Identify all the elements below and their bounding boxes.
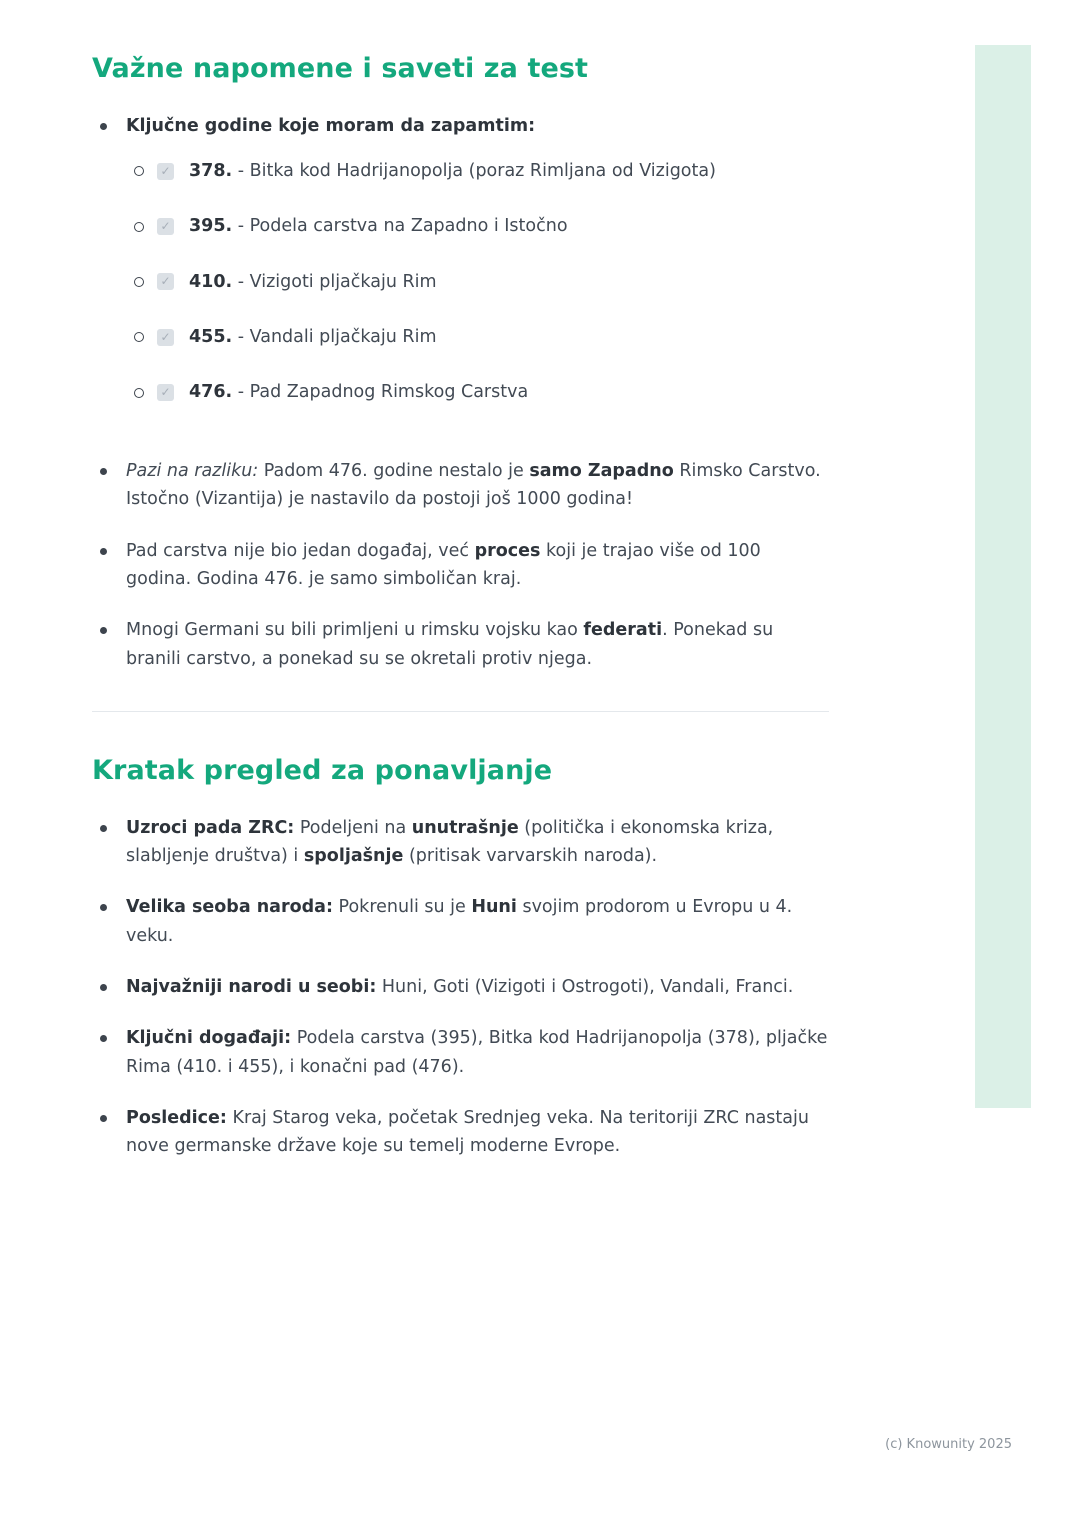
text-segment: . Ponekad su branili carstvo, a ponekad su se okretali protiv njega. — [126, 620, 774, 669]
text-segment: Ključne godine koje moram da zapamtim: — [126, 115, 536, 136]
notes-list — [92, 112, 829, 673]
circle-bullet-icon — [134, 388, 144, 398]
checklist-item-text — [189, 212, 568, 240]
list-item — [100, 1024, 829, 1081]
list-item — [100, 616, 829, 673]
checklist-item — [134, 157, 829, 185]
list-item-text — [126, 893, 829, 950]
section-title-notes: Važne napomene i saveti za test — [92, 53, 589, 84]
list-item — [100, 1104, 829, 1161]
checklist-description: - Vandali pljačkaju Rim — [232, 327, 437, 348]
text-segment: Mnogi Germani su bili primljeni u rimsku vojsku kao — [126, 620, 584, 641]
text-segment: Rimsko Carstvo. Istočno (Vizantija) je nastavilo da postoji još 1000 godina! — [126, 460, 821, 510]
checklist-description: - Bitka kod Hadrijanopolja (poraz Rimljana od Vizigota) — [232, 161, 716, 182]
text-segment: Podela carstva (395), Bitka kod Hadrijanopolja (378), pljačke Rima (410. i 455), i konačni pad (476). — [126, 1028, 828, 1077]
text-segment: Velika seoba naroda: — [126, 897, 333, 918]
text-segment: Podeljeni na — [294, 817, 412, 838]
checkbox-checked-icon[interactable]: ✓ — [157, 329, 174, 346]
checklist-item-text — [189, 378, 528, 406]
text-segment: svojim prodorom u Evropu u 4. veku. — [126, 897, 793, 946]
list-item — [100, 814, 829, 871]
text-segment: Padom 476. godine nestalo je — [258, 460, 530, 481]
circle-bullet-icon — [134, 277, 144, 287]
checkbox-checked-icon[interactable]: ✓ — [157, 384, 174, 401]
list-item — [100, 893, 829, 950]
bullet-icon — [100, 904, 107, 911]
checklist-item — [134, 212, 829, 240]
list-item — [100, 973, 829, 1001]
text-segment: Kraj Starog veka, početak Srednjeg veka. Na teritoriji ZRC nastaju nove germanske države koje su temelj moderne Evrope. — [126, 1108, 809, 1157]
checklist-description: - Podela carstva na Zapadno i Istočno — [232, 216, 568, 237]
section-title-review: Kratak pregled za ponavljanje — [92, 754, 553, 786]
bullet-icon — [100, 548, 107, 555]
text-segment: Uzroci pada ZRC: — [126, 817, 295, 838]
list-item-text — [126, 616, 829, 673]
list-item-text — [126, 973, 829, 1001]
text-segment: federati — [583, 620, 663, 641]
text-segment: unutrašnje — [411, 817, 519, 838]
bullet-icon — [100, 627, 107, 634]
text-segment: samo Zapadno — [529, 460, 674, 481]
checklist-item — [134, 268, 829, 296]
text-segment: koji je trajao više od 100 godina. Godina 476. je samo simboličan kraj. — [126, 540, 761, 589]
checklist-year: 455. — [189, 327, 233, 348]
checkbox-checked-icon[interactable]: ✓ — [157, 163, 174, 180]
list-item-text — [126, 457, 829, 514]
checklist-item — [134, 323, 829, 351]
list-item-text — [126, 1024, 829, 1081]
circle-bullet-icon — [134, 332, 144, 342]
list-item-text — [126, 814, 829, 871]
text-segment: Pokrenuli su je — [332, 897, 472, 918]
text-segment: spoljašnje — [303, 845, 404, 866]
section-divider — [92, 711, 829, 712]
list-item — [100, 537, 829, 594]
checklist-year: 410. — [189, 271, 233, 292]
list-item-text — [126, 112, 829, 434]
document-content — [92, 52, 829, 1184]
checklist-description: - Pad Zapadnog Rimskog Carstva — [232, 382, 529, 403]
text-segment: Najvažniji narodi u seobi: — [126, 977, 377, 997]
text-segment: Ključni događaji: — [126, 1028, 292, 1049]
checklist — [126, 157, 829, 407]
checklist-item — [134, 378, 829, 406]
list-item-text — [126, 1104, 829, 1161]
checklist-year: 395. — [189, 216, 233, 237]
text-segment: (politička i ekonomska kriza, slabljenje društva) i — [126, 817, 774, 866]
text-segment: proces — [474, 540, 541, 561]
checklist-item-text — [189, 157, 716, 185]
text-segment: Posledice: — [126, 1108, 227, 1129]
checklist-year: 378. — [189, 161, 233, 182]
bullet-icon — [100, 1035, 107, 1042]
list-item — [100, 457, 829, 514]
text-segment: Pazi na razliku: — [126, 460, 259, 481]
bullet-icon — [100, 825, 107, 832]
review-list — [92, 814, 829, 1161]
text-segment: Huni — [471, 897, 517, 918]
checklist-year: 476. — [189, 382, 233, 403]
list-item — [100, 112, 829, 434]
footer-copyright: (c) Knowunity 2025 — [885, 1437, 1012, 1452]
bullet-icon — [100, 984, 107, 991]
checkbox-checked-icon[interactable]: ✓ — [157, 218, 174, 235]
checklist-item-text — [189, 268, 437, 296]
text-segment: (pritisak varvarskih naroda). — [403, 845, 658, 866]
checklist-item-text — [189, 323, 437, 351]
text-segment: Huni, Goti (Vizigoti i Ostrogoti), Vandali, Franci. — [376, 977, 794, 997]
circle-bullet-icon — [134, 222, 144, 232]
circle-bullet-icon — [134, 166, 144, 176]
list-item-text — [126, 537, 829, 594]
checklist-description: - Vizigoti pljačkaju Rim — [232, 271, 437, 292]
bullet-icon — [100, 468, 107, 475]
bullet-icon — [100, 123, 107, 130]
bullet-icon — [100, 1115, 107, 1122]
text-segment: Pad carstva nije bio jedan događaj, već — [126, 540, 475, 561]
checkbox-checked-icon[interactable]: ✓ — [157, 273, 174, 290]
decorative-accent-strip — [975, 45, 1031, 1108]
